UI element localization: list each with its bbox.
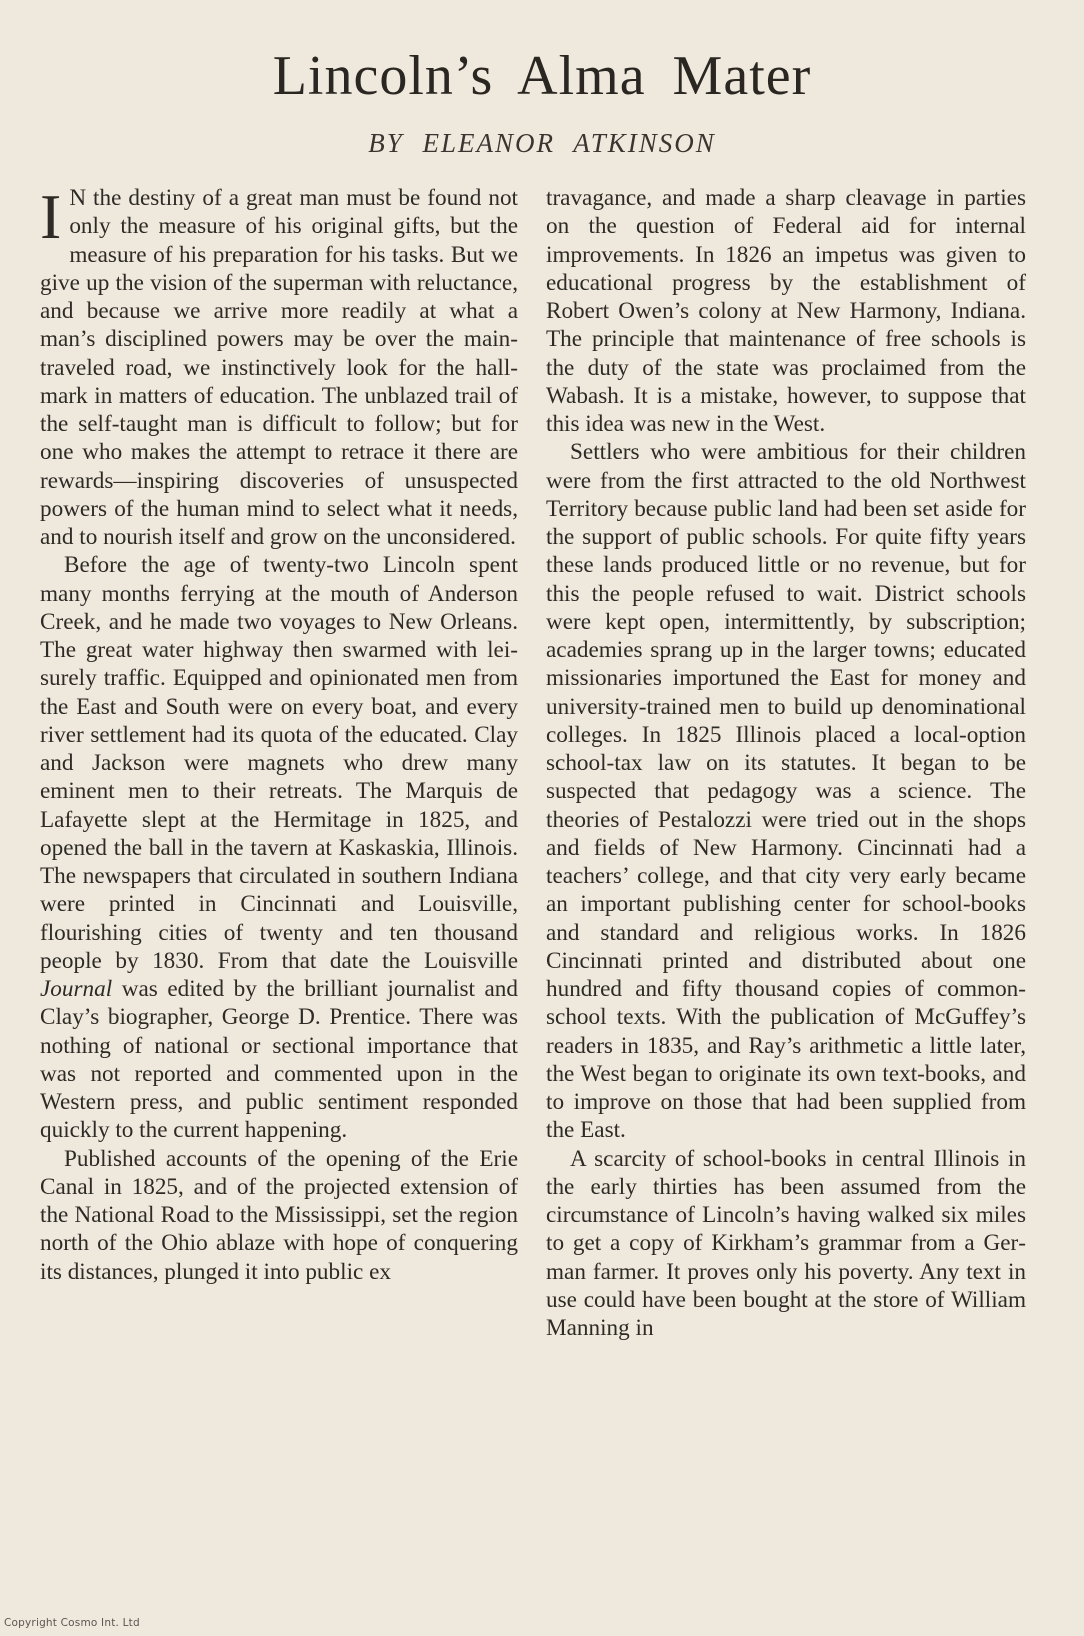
paragraph-3: Published accounts of the opening of the Erie Canal in 1825, and of the projected extension of the National Road to the Mississippi, set the region north of the Ohio ablaze with hope of conquering its distances, plunged it into public ex — [40, 1145, 518, 1285]
copyright-notice: Copyright Cosmo Int. Ltd — [4, 1617, 140, 1629]
article-byline: BY ELEANOR ATKINSON — [368, 128, 716, 158]
paragraph-5: Settlers who were ambitious for their children were from the first attracted to the old Northwest Territory because public land had been set aside for the support of public schools. For quite fifty years these lands produced little or no revenue, but for this the people refused to wait. District schools were kept open, intermittently, by subscription; academies sprang up in the larger towns; educated missionaries importuned the East for money and university-trained men to build up denominational colleges. In 1825 Illinois placed a local-option school-tax law on its statutes. It began to be suspected that pedagogy was a science. The theories of Pestalozzi were tried out in the shops and fields of New Harmony. Cincinnati had a teachers’ college, and that city very early became an important publishing center for school-books and standard and religious works. In 1826 Cincinnati printed and distributed about one hundred and fifty thousand copies of common-school texts. With the publication of McGuffey’s readers in 1835, and Ray’s arithmetic a little later, the West began to originate its own text-books, and to improve on those that had been supplied from the East. — [546, 439, 1026, 1144]
paragraph-4: travagance, and made a sharp cleavage in parties on the question of Federal aid for internal improvements. In 1826 an impetus was given to educational progress by the establishment of Robert Owen’s colony at New Harmony, Indiana. The principle that maintenance of free schools is the duty of the state was proclaimed from the Wabash. It is a mistake, however, to suppose that this idea was new in the West. — [546, 185, 1026, 437]
left-column — [40, 181, 518, 1286]
journal-title: Journal — [40, 976, 113, 1002]
paragraph-2 — [40, 551, 518, 1144]
paragraph-1-text: N the destiny of a great man must be found not only the measure of his original gifts, but the measure of his preparation for his tasks. But we give up the vision of the superman with reluctance, and because we arrive more readily at what a man’s disciplined powers may be over the main-traveled road, we instinctively look for the hall-mark in matters of education. The unblazed trail of the self-taught man is difficult to follow; but for one who makes the attempt to retrace it there are rewards—inspiring discoveries of unsuspected powers of the human mind to select what it needs, and to nourish itself and grow on the unconsidered. — [40, 185, 518, 550]
paragraph-6: A scarcity of school-books in central Illinois in the early thirties has been assumed from the circumstance of Lincoln’s having walked six miles to get a copy of Kirkham’s grammar from a German farmer. It proves only his poverty. Any text in use could have been bought at the store of William Manning in — [546, 1145, 1026, 1341]
right-column — [546, 184, 1026, 1342]
drop-cap: I — [40, 181, 62, 252]
paragraph-2-text-b: was edited by the brilliant journalist and Clay’s biographer, George D. Prentice. There was nothing of national or sectional importance that was not reported and commented upon in the Western press, and public sentiment responded quickly to the current happening. — [40, 976, 518, 1144]
paragraph-1 — [40, 181, 518, 551]
article-title: Lincoln’s Alma Mater — [272, 45, 812, 107]
paragraph-2-text-a: Before the age of twenty-two Lincoln spent many months ferrying at the mouth of Anderson Creek, and he made two voyages to New Orleans. The great water highway then swarmed with leisurely traffic. Equipped and opinionated men from the East and South were on every boat, and every river settlement had its quota of the educated. Clay and Jackson were magnets who drew many eminent men to their retreats. The Marquis de Lafayette slept at the Hermitage in 1825, and opened the ball in the tavern at Kaskaskia, Illinois. The newspapers that circulated in southern Indiana were printed in Cincinnati and Louisville, flourishing cities of twenty and ten thousand people by 1830. From that date the Louisville — [40, 552, 518, 974]
